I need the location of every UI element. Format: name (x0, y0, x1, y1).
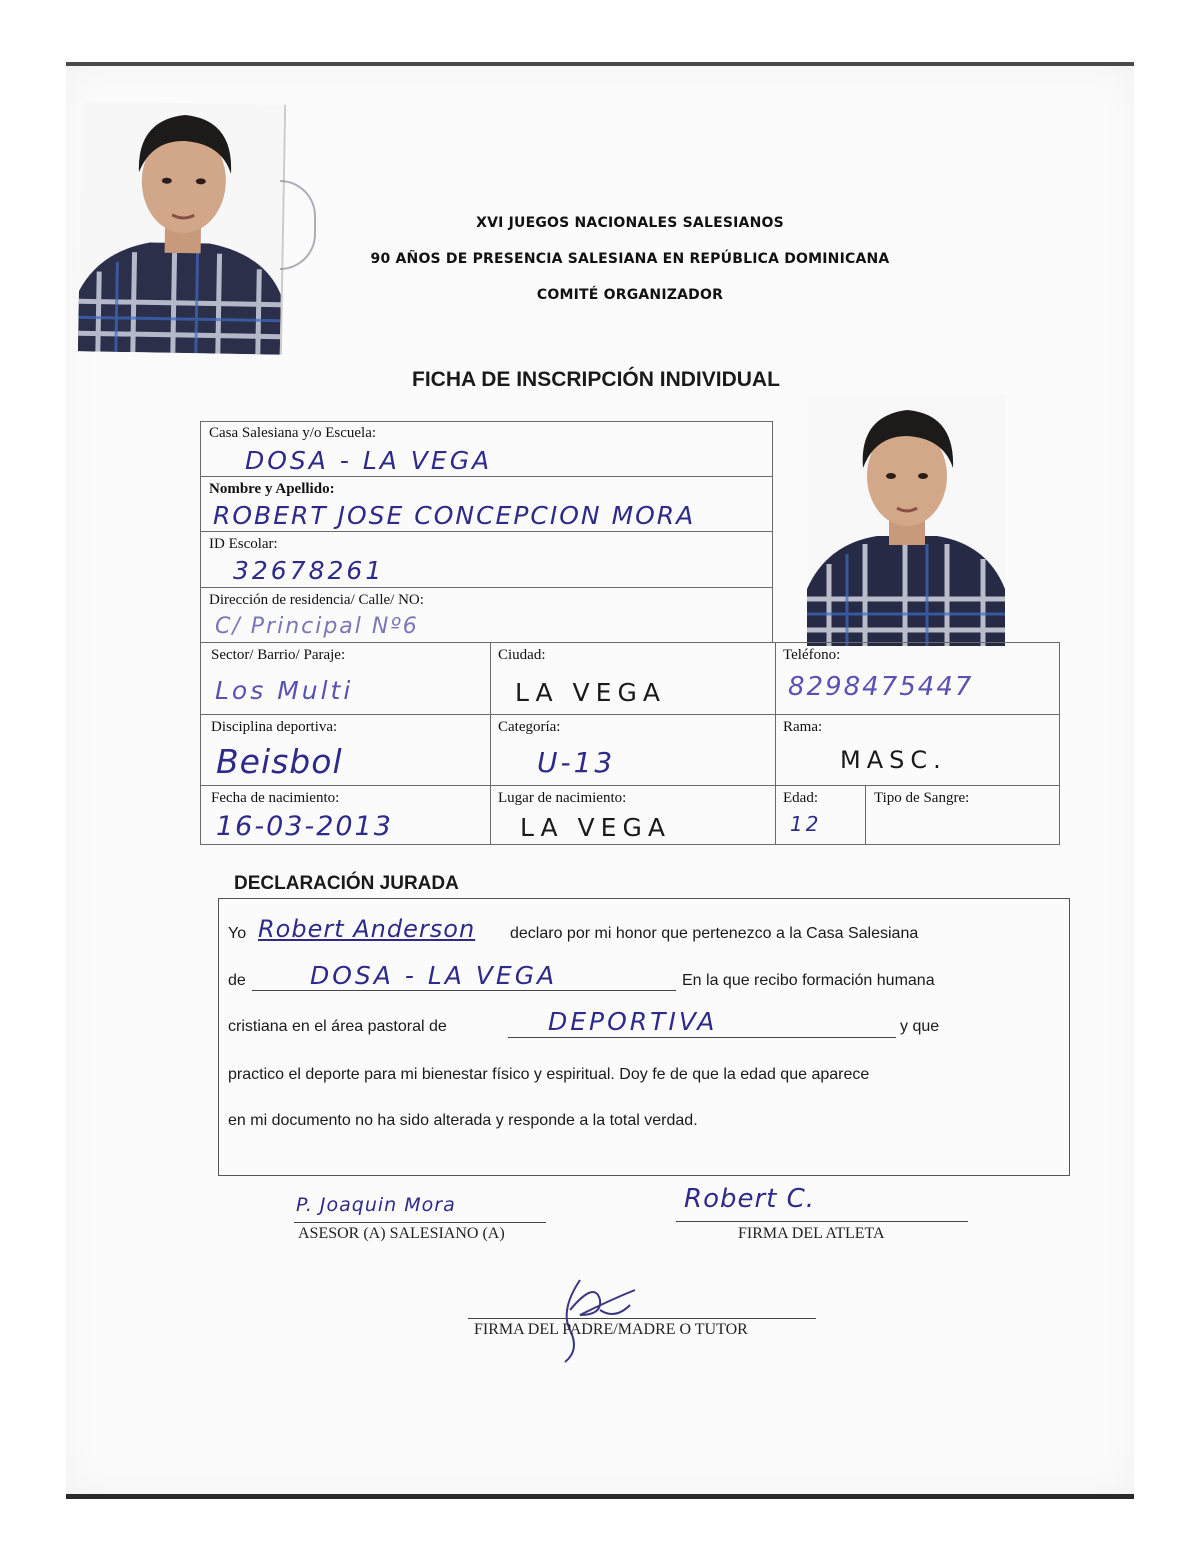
atleta-label: FIRMA DEL ATLETA (738, 1225, 885, 1242)
ciudad-value[interactable]: LA VEGA (515, 678, 666, 707)
declaracion-title: DECLARACIÓN JURADA (234, 873, 459, 894)
fecha-nac-label: Fecha de nacimiento: (211, 790, 340, 806)
edad-value[interactable]: 12 (790, 812, 822, 836)
decl-text-4: y que (900, 1018, 940, 1035)
student-portrait-icon (807, 394, 1005, 646)
student-photo-right (807, 394, 1005, 646)
header-line-3: COMITÉ ORGANIZADOR (536, 287, 724, 303)
direccion-label: Dirección de residencia/ Calle/ NO: (209, 592, 424, 608)
disciplina-value[interactable]: Beisbol (216, 742, 343, 781)
student-photo-top (78, 101, 286, 355)
decl-text-2: En la que recibo formación humana (682, 972, 935, 989)
telefono-value[interactable]: 8298475447 (788, 672, 974, 702)
decl-text-1: declaro por mi honor que pertenezco a la Casa Salesiana (510, 925, 919, 942)
decl-text-3: cristiana en el área pastoral de (228, 1018, 447, 1035)
fecha-nac-value[interactable]: 16-03-2013 (216, 811, 393, 842)
lugar-nac-label: Lugar de nacimiento: (498, 790, 627, 806)
telefono-label: Teléfono: (783, 647, 841, 663)
lugar-nac-value[interactable]: LA VEGA (520, 813, 671, 842)
casa-value[interactable]: DOSA - LA VEGA (245, 446, 493, 475)
ciudad-label: Ciudad: (498, 647, 546, 663)
decl-yo: Yo (228, 925, 247, 942)
categoria-value[interactable]: U-13 (537, 746, 616, 779)
rama-label: Rama: (783, 719, 823, 735)
id-escolar-label: ID Escolar: (209, 536, 278, 552)
header-line-2: 90 AÑOS DE PRESENCIA SALESIANA EN REPÚBLICA DOMINICANA (370, 251, 890, 267)
asesor-label: ASESOR (A) SALESIANO (A) (298, 1225, 505, 1242)
nombre-value[interactable]: ROBERT JOSE CONCEPCION MORA (213, 501, 696, 530)
disciplina-label: Disciplina deportiva: (211, 719, 338, 735)
nombre-label: Nombre y Apellido: (209, 481, 335, 497)
id-escolar-value[interactable]: 32678261 (233, 556, 385, 585)
decl-area[interactable]: DEPORTIVA (548, 1007, 718, 1036)
decl-text-6: en mi documento no ha sido alterada y responde a la total verdad. (228, 1112, 698, 1129)
decl-text-5: practico el deporte para mi bienestar físico y espiritual. Doy fe de que la edad que aparece (228, 1066, 870, 1083)
sector-label: Sector/ Barrio/ Paraje: (211, 647, 346, 663)
sangre-label: Tipo de Sangre: (874, 790, 970, 806)
categoria-label: Categoría: (498, 719, 561, 735)
tutor-label: FIRMA DEL PADRE/MADRE O TUTOR (474, 1321, 748, 1338)
header-line-1: XVI JUEGOS NACIONALES SALESIANOS (476, 215, 784, 231)
atleta-signature: Robert C. (684, 1184, 816, 1214)
edad-label: Edad: (783, 790, 818, 806)
casa-label: Casa Salesiana y/o Escuela: (209, 425, 377, 441)
direccion-value[interactable]: C/ Principal Nº6 (215, 614, 419, 639)
rama-value[interactable]: MASC. (840, 746, 947, 774)
student-portrait-icon (78, 101, 284, 354)
decl-casa[interactable]: DOSA - LA VEGA (310, 961, 558, 990)
sector-value[interactable]: Los Multi (215, 676, 354, 705)
decl-name[interactable]: Robert Anderson (258, 915, 476, 943)
asesor-signature: P. Joaquin Mora (296, 1194, 456, 1216)
form-title: FICHA DE INSCRIPCIÓN INDIVIDUAL (412, 368, 780, 391)
decl-de: de (228, 972, 246, 989)
